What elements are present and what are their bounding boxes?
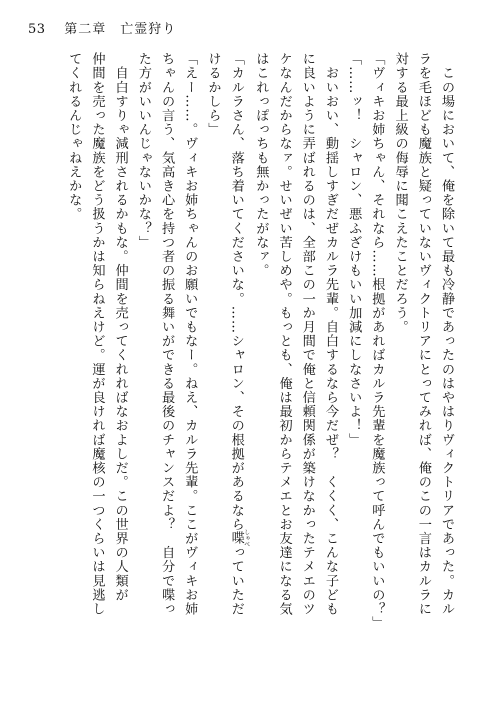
ruby-reading: しゃべ — [242, 529, 250, 548]
text-line: はこれっぽっちも無かったがなァ。 — [253, 52, 269, 278]
text-line: てくれるんじゃねえかな。 — [66, 52, 82, 222]
text-line: ラを毛ほども魔族と疑っていないヴィクトリアにとってみれば、俺のこの一言はカルラに — [415, 52, 431, 616]
text-line: 「……ッ！ シャロン、悪ふざけもいい加減にしなさいよ！」 — [346, 52, 362, 447]
text-line: 「えー……。ヴィキお姉ちゃんのお願いでもなー。ねえ、カルラ先輩。ここがヴィキお姉 — [182, 52, 198, 616]
page-number: 53 — [28, 22, 46, 37]
text-line: 自白すりゃ減刑されるかもな。仲間を売ってくれればなおよしだ。この世界の人類が — [112, 52, 128, 602]
text-line: けるかしら」 — [205, 52, 221, 137]
text-line: 「ヴィキお姉ちゃん、それなら……根拠があればカルラ先輩を魔族って呼んでもいいの？」 — [369, 52, 385, 631]
text-line: た方がいいんじゃないかな？」 — [135, 52, 151, 250]
text-line: ケなんだからなァ。せいぜい苦しめや。もっとも、俺は最初からテメエとお友達になる気 — [276, 52, 292, 616]
text-line: 仲間を売った魔族をどう扱うかは知らねえけど。運が良ければ魔核の一つくらいは見逃し — [89, 52, 105, 616]
text-line: に良いように弄ばれるのは、全部この一か月間で俺と信頼関係が築けなかったテメエのツ — [299, 52, 315, 616]
text-line: 対する最上級の侮辱に聞こえたことだろう。 — [392, 52, 408, 334]
text-line: この場において、俺を除いて最も冷静であったのはやはりヴィクトリアであった。カル — [439, 52, 454, 616]
chapter-title: 第二章 亡霊狩り — [64, 22, 177, 37]
ruby-annotation: 喋 しゃべ — [228, 529, 250, 548]
running-header — [28, 18, 176, 37]
text-line: おいおい、動揺しすぎだぜカルラ先輩。自白するなら今だぜ？ くくく、こんな子ども — [322, 52, 338, 616]
text-line: ちゃんの言う、気高き心を持つ者の振る舞いができる最後のチャンスだよ？ 自分で喋っ — [159, 52, 175, 616]
vertical-text-body — [44, 52, 458, 684]
text-line-with-ruby: 「カルラさん、落ち着いてくださいな。……シャロン、その根拠があるなら喋 しゃべっていただ — [228, 52, 250, 616]
